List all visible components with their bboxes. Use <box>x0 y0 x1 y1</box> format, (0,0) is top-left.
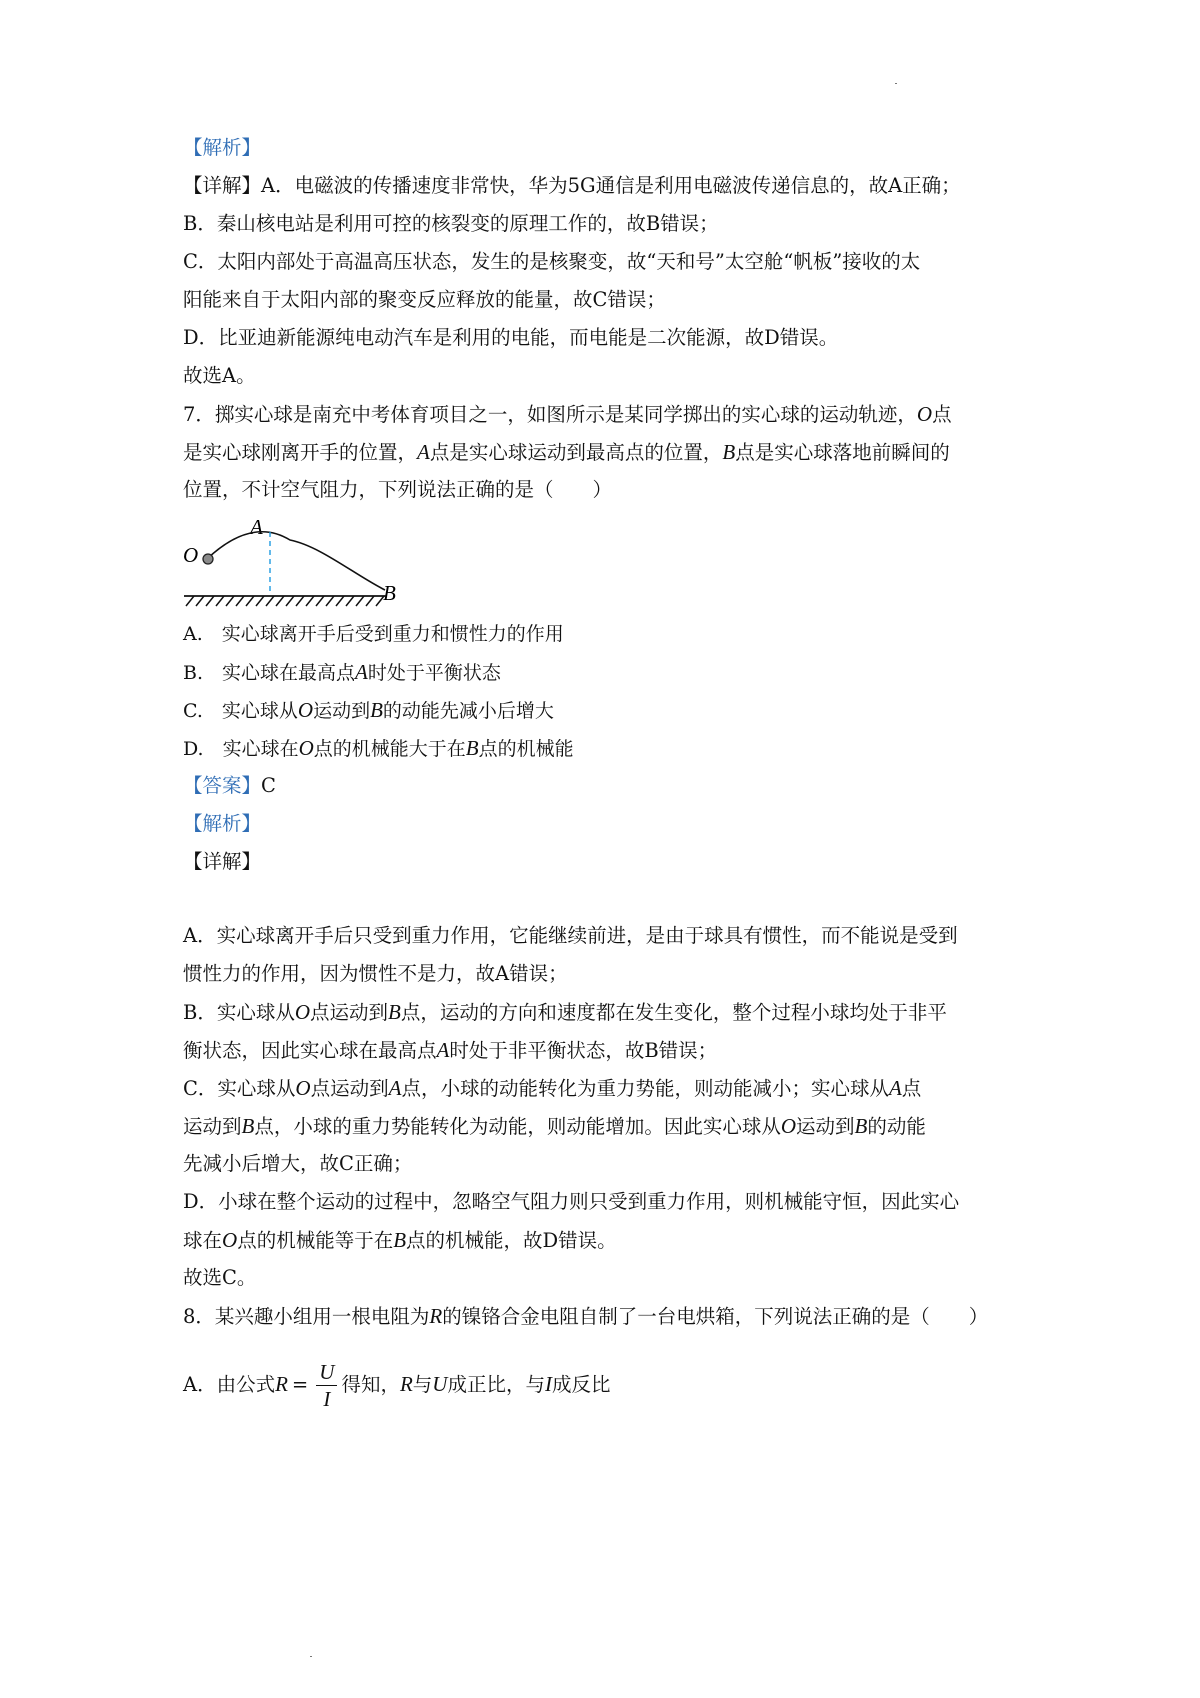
stem-text: 7．掷实心球是南充中考体育项目之一，如图所示是某同学掷出的实心球的运动轨迹， <box>183 403 917 426</box>
variable: B <box>465 736 479 760</box>
explanation-line <box>183 1074 921 1103</box>
variable: O <box>298 736 314 760</box>
variable: O <box>294 1000 311 1024</box>
explanation-line: 惯性力的作用，因为惯性不是力，故A错误； <box>183 962 568 985</box>
scan-speck <box>895 83 897 84</box>
explanation-text: 运动到 <box>796 1115 855 1138</box>
ball-at-o <box>203 554 213 564</box>
variable: B <box>370 698 383 722</box>
explanation-text: 点运动到 <box>310 1077 389 1100</box>
stem-text: 点是实心球落地前瞬间的 <box>735 441 950 464</box>
explanation-line <box>183 998 947 1027</box>
detail-heading: 【详解】 <box>183 174 262 197</box>
explanation-text: 点，运动的方向和速度都在发生变化，整个过程小球均处于非平 <box>400 1001 947 1024</box>
stem-text: 8．某兴趣小组用一根电阻为 <box>183 1305 430 1328</box>
explanation-line: B．秦山核电站是利用可控的核裂变的原理工作的，故B错误； <box>183 212 719 235</box>
explanation-text: 点的机械能，故D错误。 <box>406 1229 617 1252</box>
stem-text: 点 <box>932 403 952 426</box>
explanation-text: 点，小球的动能转化为重力势能，则动能减小；实心球从 <box>401 1077 889 1100</box>
explanation-line: C．太阳内部处于高温高压状态，发生的是核聚变，故“天和号”太空舱“帆板”接收的太 <box>183 250 921 273</box>
conclusion-line: 故选A。 <box>183 364 256 387</box>
explanation-text: 点 <box>901 1077 922 1100</box>
explanation-line <box>183 1112 926 1141</box>
option-text: 运动到 <box>313 700 371 722</box>
answer-heading: 【答案】 <box>183 774 262 797</box>
variable: R <box>399 1372 413 1396</box>
detail-heading: 【详解】 <box>183 850 262 873</box>
ground-hatching <box>186 596 384 606</box>
variable: B <box>393 1228 407 1252</box>
variable: A <box>355 660 368 684</box>
option-text: 成反比 <box>551 1373 611 1396</box>
option-text: 得知， <box>341 1373 400 1396</box>
explanation-line: D．小球在整个运动的过程中，忽略空气阻力则只受到重力作用，则机械能守恒，因此实心 <box>183 1190 960 1213</box>
fraction-denominator: I <box>323 1387 331 1411</box>
explanation-line: 阳能来自于太阳内部的聚变反应释放的能量，故C错误； <box>183 288 666 311</box>
analysis-heading: 【解析】 <box>183 812 262 835</box>
conclusion-line: 故选C。 <box>183 1266 257 1289</box>
explanation-line <box>183 1036 717 1065</box>
explanation-line <box>183 1226 617 1255</box>
figure-label-b: B <box>383 581 396 605</box>
question-7-stem-line <box>183 400 952 429</box>
variable: O <box>780 1114 797 1138</box>
explanation-line: D．比亚迪新能源纯电动汽车是利用的电能，而电能是二次能源，故D错误。 <box>183 326 839 349</box>
scan-speck <box>310 1656 312 1657</box>
option-c <box>183 696 554 725</box>
fraction-u-over-i <box>316 1359 337 1412</box>
option-text: B. 实心球在最高点 <box>183 662 356 684</box>
explanation-text: A．电磁波的传播速度非常快，华为5G通信是利用电磁波传递信息的，故A正确； <box>261 174 961 197</box>
equals-sign: = <box>291 1373 309 1396</box>
variable: O <box>295 1076 311 1100</box>
option-text: 时处于平衡状态 <box>367 662 501 684</box>
variable: A <box>888 1076 902 1100</box>
option-text: 点的机械能 <box>478 738 574 760</box>
question-8-option-a <box>183 1352 611 1417</box>
option-d <box>183 734 574 763</box>
variable: B <box>854 1114 868 1138</box>
explanation-text: 运动到 <box>183 1115 242 1138</box>
answer-value: C <box>261 774 276 797</box>
option-text: 的动能先减小后增大 <box>382 700 554 722</box>
variable: R <box>429 1304 443 1328</box>
variable: B <box>241 1114 255 1138</box>
explanation-text: 点，小球的重力势能转化为动能，则动能增加。因此实心球从 <box>254 1115 781 1138</box>
option-a: A. 实心球离开手后受到重力和惯性力的作用 <box>183 623 564 645</box>
explanation-text: 的动能 <box>867 1115 926 1138</box>
explanation-text: 衡状态，因此实心球在最高点 <box>183 1039 437 1062</box>
variable: A <box>388 1076 402 1100</box>
trajectory-figure <box>180 510 420 610</box>
variable: O <box>222 1228 238 1252</box>
explanation-line <box>183 172 961 200</box>
figure-label-o: O <box>183 543 199 567</box>
explanation-text: 点运动到 <box>310 1001 389 1024</box>
variable: I <box>544 1372 552 1396</box>
variable: O <box>297 698 314 722</box>
analysis-heading: 【解析】 <box>183 136 262 159</box>
variable: O <box>916 402 933 426</box>
option-text: 与 <box>412 1373 433 1396</box>
option-text: C. 实心球从 <box>183 700 298 722</box>
explanation-text: 时处于非平衡状态，故B错误； <box>449 1039 718 1062</box>
explanation-text: 点的机械能等于在 <box>237 1229 394 1252</box>
variable: B <box>388 1000 401 1024</box>
variable: A <box>417 440 430 464</box>
figure-label-a: A <box>250 515 263 539</box>
explanation-text: B．实心球从 <box>183 1001 295 1024</box>
stem-text: 点是实心球运动到最高点的位置， <box>429 441 723 464</box>
option-text: A．由公式 <box>183 1373 276 1396</box>
variable: U <box>432 1372 448 1396</box>
explanation-line: 先减小后增大，故C正确； <box>183 1152 413 1175</box>
option-text: 成正比，与 <box>447 1373 545 1396</box>
stem-text: 的镍铬合金电阻自制了一台电烘箱，下列说法正确的是（ ） <box>442 1305 989 1328</box>
ball-trajectory <box>208 532 385 590</box>
question-8-stem-line <box>183 1302 988 1331</box>
fraction-numerator: U <box>316 1359 337 1386</box>
option-b <box>183 658 501 687</box>
stem-text: 是实心球刚离开手的位置， <box>183 441 418 464</box>
variable: A <box>436 1038 450 1062</box>
answer-line <box>183 772 276 800</box>
explanation-text: 球在 <box>183 1229 223 1252</box>
option-text: D. 实心球在 <box>183 738 299 760</box>
question-7-stem-line: 位置，不计空气阻力，下列说法正确的是（ ） <box>183 478 613 501</box>
explanation-text: C．实心球从 <box>183 1077 296 1100</box>
variable: R <box>275 1372 288 1396</box>
variable: B <box>722 440 736 464</box>
question-7-stem-line <box>183 438 950 467</box>
option-text: 点的机械能大于在 <box>313 738 466 760</box>
explanation-line: A．实心球离开手后只受到重力作用，它能继续前进，是由于球具有惯性，而不能说是受到 <box>183 924 958 947</box>
